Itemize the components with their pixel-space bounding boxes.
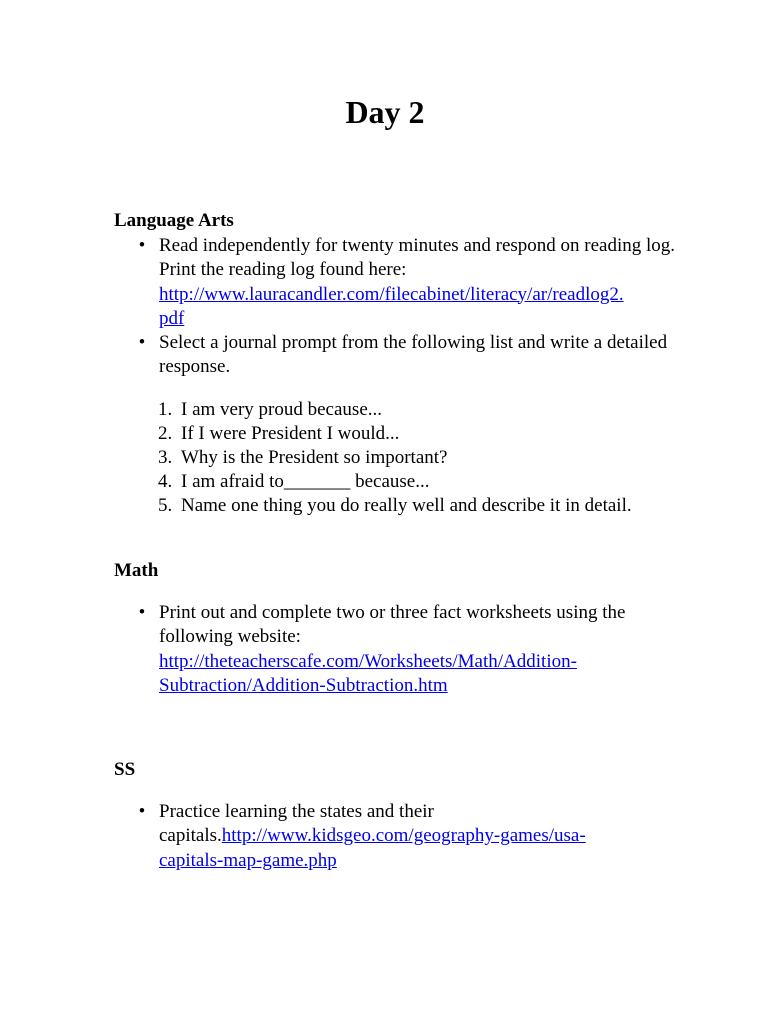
- list-item: 3. Why is the President so important?: [158, 447, 448, 468]
- list-item: [138, 234, 679, 331]
- bullet-text: Print out and complete two or three fact worksheets using the following website:: [159, 602, 626, 648]
- reading-log-link[interactable]: http://www.lauracandler.com/filecabinet/literacy/ar/readlog2. pdf: [159, 283, 624, 329]
- page-title: Day 2: [345, 94, 425, 130]
- list-item: 2. If I were President I would...: [158, 423, 400, 444]
- bullet-text: Read independently for twenty minutes and respond on reading log. Print the reading log found here:: [159, 235, 676, 281]
- journal-prompt-list: [158, 398, 681, 518]
- bullet-icon: •: [138, 332, 146, 354]
- list-item: 1. I am very proud because...: [158, 399, 383, 420]
- list-item: [138, 800, 679, 873]
- math-bullet-list: [138, 601, 679, 698]
- bullet-text: Select a journal prompt from the following list and write a detailed response.: [159, 332, 668, 378]
- list-item: [138, 601, 679, 698]
- worksheets-link[interactable]: http://theteacherscafe.com/Worksheets/Math/Addition- Subtraction/Addition-Subtraction.htm: [159, 650, 577, 696]
- bullet-icon: •: [138, 801, 146, 822]
- bullet-text-prefix: capitals.: [159, 825, 222, 847]
- bullet-text: Practice learning the states and their: [159, 801, 434, 822]
- bullet-icon: •: [138, 602, 146, 623]
- list-item: 4. I am afraid to_______ because...: [158, 471, 430, 492]
- list-item: 5. Name one thing you do really well and describe it in detail.: [158, 495, 632, 516]
- section-heading-math: Math: [114, 560, 159, 581]
- section-heading-ss: SS: [114, 759, 136, 780]
- capitals-game-link[interactable]: http://www.kidsgeo.com/geography-games/usa- capitals-map-game.php: [159, 825, 586, 871]
- section-heading-language-arts: Language Arts: [114, 210, 234, 231]
- list-item: [138, 331, 679, 380]
- bullet-icon: •: [138, 235, 146, 256]
- language-arts-bullet-list: [138, 234, 679, 380]
- ss-bullet-list: [138, 800, 679, 873]
